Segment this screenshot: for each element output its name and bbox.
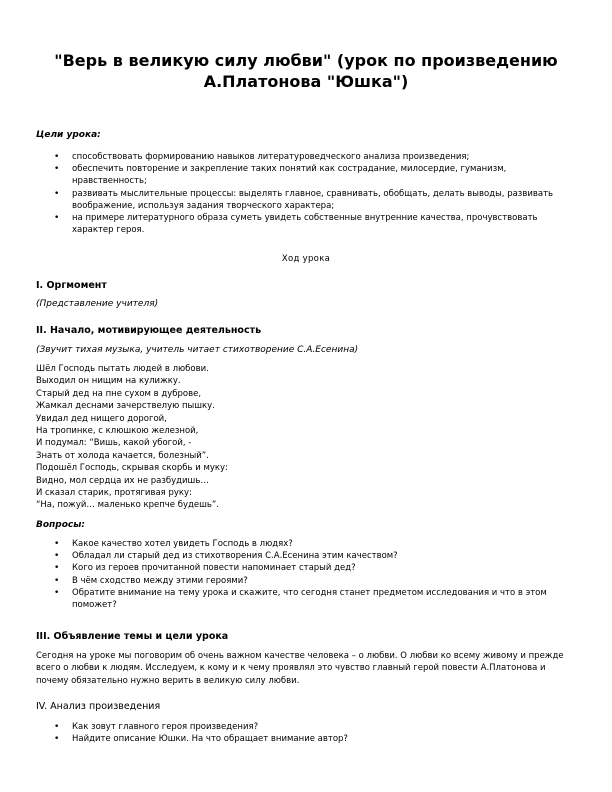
bullet-icon: • — [54, 722, 60, 732]
poem-line: На тропинке, с клюшкою железной, — [36, 426, 199, 437]
section2-note: (Звучит тихая музыка, учитель читает стихотворение С.А.Есенина) — [36, 345, 359, 355]
section1-heading: I. Оргмомент — [36, 280, 107, 291]
bullet-icon: • — [54, 188, 60, 199]
poem-line: Знать от холода качается, болезный”. — [36, 450, 209, 461]
poem-line: Видно, мол сердца их не разбудишь… — [36, 475, 209, 486]
section1-note: (Представление учителя) — [36, 299, 159, 309]
course-heading: Ход урока — [281, 254, 331, 264]
question-item: • В чём сходство между этими героями? — [54, 575, 248, 586]
poem-line: Старый дед на пне сухом в дуброве, — [36, 388, 202, 399]
question-item: • Обладал ли старый дед из стихотворения С.А.Есенина этим качеством? — [54, 551, 398, 562]
question-item: • Кого из героев прочитанной повести напоминает старый дед? — [54, 563, 356, 574]
question-item: • Обратите внимание на тему урока и скажите, что сегодня станет предметом исследования и что в этом поможет? — [54, 587, 547, 611]
bullet-icon: • — [54, 734, 60, 745]
poem-line: “На, пожуй… маленько крепче будешь”. — [36, 500, 220, 511]
analysis-list — [54, 721, 572, 745]
bullet-icon: • — [54, 563, 60, 574]
goals-list — [54, 151, 572, 236]
bullet-icon: • — [54, 575, 60, 586]
goal-item: • на примере литературного образа суметь увидеть собственные внутренние качества, прочувствовать характер героя. — [54, 213, 538, 236]
goals-label: Цели урока: — [36, 130, 101, 140]
bullet-icon: • — [54, 539, 60, 549]
question-item: • Какое качество хотел увидеть Господь в людях? — [54, 539, 293, 549]
poem-line: Подошёл Господь, скрывая скорбь и муку: — [36, 463, 228, 474]
section3-text: Сегодня на уроке мы поговорим об очень важном качестве человека – о любви. О любви ко всему живому и прежде всего о любви к людям. Исследуем, к кому и к чему проявлял это чувство главный герой повести А.Платонова и почему обязательно нужно верить в великую силу любви. — [36, 651, 564, 686]
bullet-icon: • — [54, 152, 60, 162]
goal-item: • способствовать формированию навыков литературоведческого анализа произведения; — [54, 152, 470, 162]
poem-line: Жамкал деснами зачерствелую пышку. — [36, 401, 215, 412]
analysis-item: • Найдите описание Юшки. На что обращает внимание автор? — [54, 734, 348, 745]
poem-line: Выходил он нищим на кулижку. — [36, 376, 181, 387]
poem-line: И подумал: “Вишь, какой убогой, - — [36, 438, 192, 449]
bullet-icon: • — [54, 213, 60, 224]
poem — [36, 363, 576, 512]
page-title: "Верь в великую силу любви" (урок по произведению А.Платонова "Юшка") — [54, 51, 558, 91]
bullet-icon: • — [54, 587, 60, 598]
analysis-item: • Как зовут главного героя произведения? — [54, 722, 259, 732]
questions-list — [54, 538, 572, 611]
goal-item: • обеспечить повторение и закрепление таких понятий как сострадание, милосердие, гуманизм, нравственность; — [54, 164, 507, 187]
bullet-icon: • — [54, 164, 60, 175]
poem-line: Шёл Господь пытать людей в любови. — [36, 364, 209, 374]
poem-line: И сказал старик, протягивая руку: — [36, 488, 192, 499]
section2-heading: II. Начало, мотивирующее деятельность — [36, 325, 262, 336]
bullet-icon: • — [54, 551, 60, 562]
section4-heading: IV. Анализ произведения — [36, 701, 161, 712]
goal-item: • развивать мыслительные процессы: выделять главное, сравнивать, обобщать, делать выводы, развивать воображение, используя задания творческого характера; — [54, 188, 554, 211]
section3-heading: III. Объявление темы и цели урока — [36, 631, 229, 642]
questions-label: Вопросы: — [36, 520, 85, 530]
poem-line: Увидал дед нищего дорогой, — [36, 413, 167, 424]
